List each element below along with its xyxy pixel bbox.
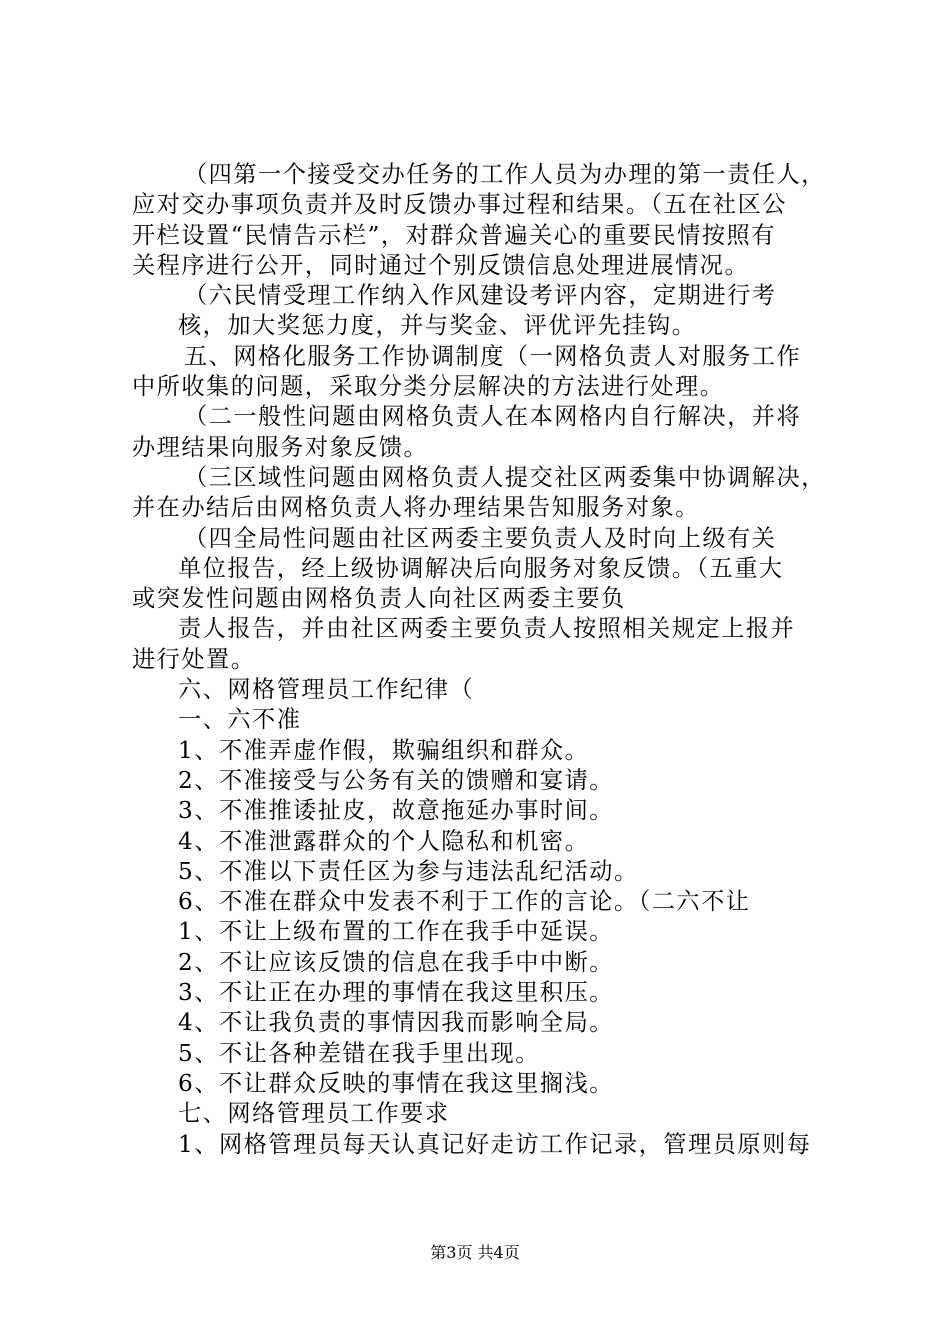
text-line: （四全局性问题由社区两委主要负责人及时向上级有关 <box>184 524 777 552</box>
text-line: （二一般性问题由网格负责人在本网格内自行解决，并将 <box>184 403 802 431</box>
text-line: 并在办结后由网格负责人将办理结果告知服务对象。 <box>132 494 700 522</box>
page-footer: 第3页 共4页 <box>430 1243 520 1262</box>
text-line: 五、网格化服务工作协调制度（一网格负责人对服务工作 <box>184 342 802 370</box>
text-line: 或突发性问题由网格负责人向社区两委主要负 <box>132 585 626 613</box>
text-line: 1、不准弄虚作假，欺骗组织和群众。 <box>178 736 590 764</box>
text-line: 5、不让各种差错在我手里出现。 <box>178 1039 540 1067</box>
text-line: 六、网格管理员工作纪律（ <box>178 676 475 704</box>
text-line: 5、不准以下责任区为参与违法乱纪活动。 <box>178 857 639 885</box>
text-line: （六民情受理工作纳入作风建设考评内容，定期进行考 <box>184 282 777 310</box>
text-line: 单位报告，经上级协调解决后向服务对象反馈。（五重大 <box>178 554 784 582</box>
text-line: 办理结果向服务对象反馈。 <box>132 433 429 461</box>
text-line: 3、不准推诿扯皮，故意拖延办事时间。 <box>178 797 614 825</box>
text-line: 4、不准泄露群众的个人隐私和机密。 <box>178 827 590 855</box>
text-line: 6、不准在群众中发表不利于工作的言论。（二六不让 <box>178 888 751 916</box>
text-line: 七、网络管理员工作要求 <box>178 1100 450 1128</box>
text-line: 一、六不准 <box>178 706 302 734</box>
text-line: 4、不让我负责的事情因我而影响全局。 <box>178 1009 614 1037</box>
text-line: 2、不准接受与公务有关的馈赠和宴请。 <box>178 766 614 794</box>
text-line: 应对交办事项负责并及时反馈办事过程和结果。（五在社区公 <box>132 191 787 219</box>
text-line: （三区域性问题由网格负责人提交社区两委集中协调解决， <box>184 463 826 491</box>
text-line: 1、不让上级布置的工作在我手中延误。 <box>178 918 614 946</box>
text-line: 开栏设置“民情告示栏”，对群众普遍关心的重要民情按照有 <box>132 221 776 249</box>
text-line: 3、不让正在办理的事情在我这里积压。 <box>178 979 614 1007</box>
text-line: 责人报告，并由社区两委主要负责人按照相关规定上报并 <box>178 615 796 643</box>
text-line: 2、不让应该反馈的信息在我手中中断。 <box>178 948 614 976</box>
document-body <box>132 160 832 1160</box>
text-line: 中所收集的问题，采取分类分层解决的方法进行处理。 <box>132 373 725 401</box>
text-line: （四第一个接受交办任务的工作人员为办理的第一责任人， <box>184 161 826 188</box>
text-line: 进行处置。 <box>132 645 256 673</box>
text-line: 6、不让群众反映的事情在我这里搁浅。 <box>178 1069 614 1097</box>
text-line: 1、网格管理员每天认真记好走访工作记录，管理员原则每 <box>178 1130 812 1158</box>
text-line: 核，加大奖惩力度，并与奖金、评优评先挂钩。 <box>178 312 697 340</box>
text-line: 关程序进行公开，同时通过个别反馈信息处理进展情况。 <box>132 251 750 279</box>
